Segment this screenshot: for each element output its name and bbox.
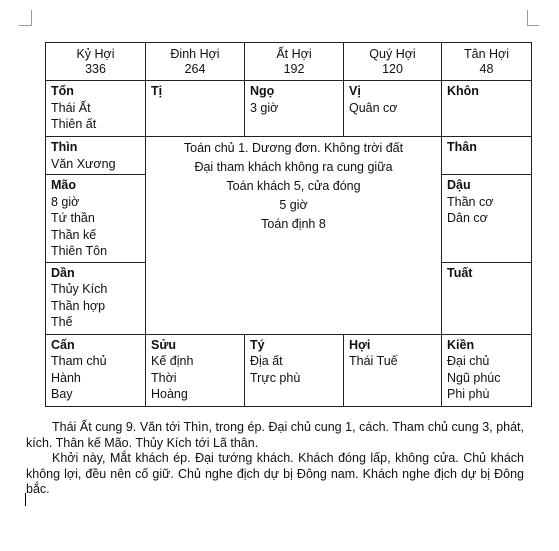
cell-than: Thân xyxy=(442,137,532,175)
cell-ty: Tý Địa ất Trực phù xyxy=(245,334,344,406)
header-cell-tan-hoi: Tân Hợi 48 xyxy=(442,43,532,81)
center-line: Toán khách 5, cửa đóng xyxy=(226,179,361,193)
cell-hoi: Hợi Thái Tuế xyxy=(344,334,442,406)
center-summary-cell xyxy=(146,137,442,335)
cell-tuat: Tuất xyxy=(442,262,532,334)
body-paragraph-1[interactable]: Thái Ất cung 9. Văn tới Thìn, trong ép. Đại chủ cung 1, cách. Tham chủ cung 3, phát, kích. Thân kế Mão. Thủy Kích tới Lã thân. xyxy=(26,420,524,450)
crop-mark-top-right-vertical xyxy=(527,10,528,26)
cell-thin: Thìn Văn Xương xyxy=(46,137,146,175)
center-line: Toán định 8 xyxy=(261,217,326,231)
cell-can: Cấn Tham chủ Hành Bay xyxy=(46,334,146,406)
cell-khon: Khôn xyxy=(442,81,532,137)
cell-ton: Tốn Thái Ất Thiên ất xyxy=(46,81,146,137)
cell-suu: Sửu Kế định Thời Hoàng xyxy=(146,334,245,406)
cell-ngo: Ngọ 3 giờ xyxy=(245,81,344,137)
text-cursor xyxy=(25,493,26,506)
center-line: Đại tham khách không ra cung giữa xyxy=(194,160,393,174)
cell-vi: Vị Quân cơ xyxy=(344,81,442,137)
center-line: Toán chủ 1. Dương đơn. Không trời đất xyxy=(183,141,404,155)
header-cell-dinh-hoi: Đinh Hợi 264 xyxy=(146,43,245,81)
crop-mark-top-right-horizontal xyxy=(527,25,539,26)
cell-dau: Dậu Thần cơ Dân cơ xyxy=(442,175,532,263)
divination-grid-table xyxy=(45,42,532,407)
header-cell-at-hoi: Ất Hợi 192 xyxy=(245,43,344,81)
cell-mao: Mão 8 giờ Tứ thần Thần kế Thiên Tôn xyxy=(46,175,146,263)
center-line: 5 giờ xyxy=(279,198,308,212)
crop-mark-top-left-vertical xyxy=(31,10,32,26)
crop-mark-top-left-horizontal xyxy=(19,25,31,26)
cell-kien: Kiền Đại chủ Ngũ phúc Phi phù xyxy=(442,334,532,406)
cell-ti: Tị xyxy=(146,81,245,137)
header-cell-ky-hoi: Kỷ Hợi 336 xyxy=(46,43,146,81)
cell-dan: Dần Thủy Kích Thần hợp Thế xyxy=(46,262,146,334)
body-paragraph-2[interactable]: Khởi này, Mắt khách ép. Đại tướng khách. Khách đóng lấp, không cửa. Chủ khách không lợi, đều nên cố giữ. Chủ nghe địch dự bị Đông nam. Khách nghe địch dự bị Đông bắc. xyxy=(26,451,524,496)
header-cell-quy-hoi: Quý Hợi 120 xyxy=(344,43,442,81)
